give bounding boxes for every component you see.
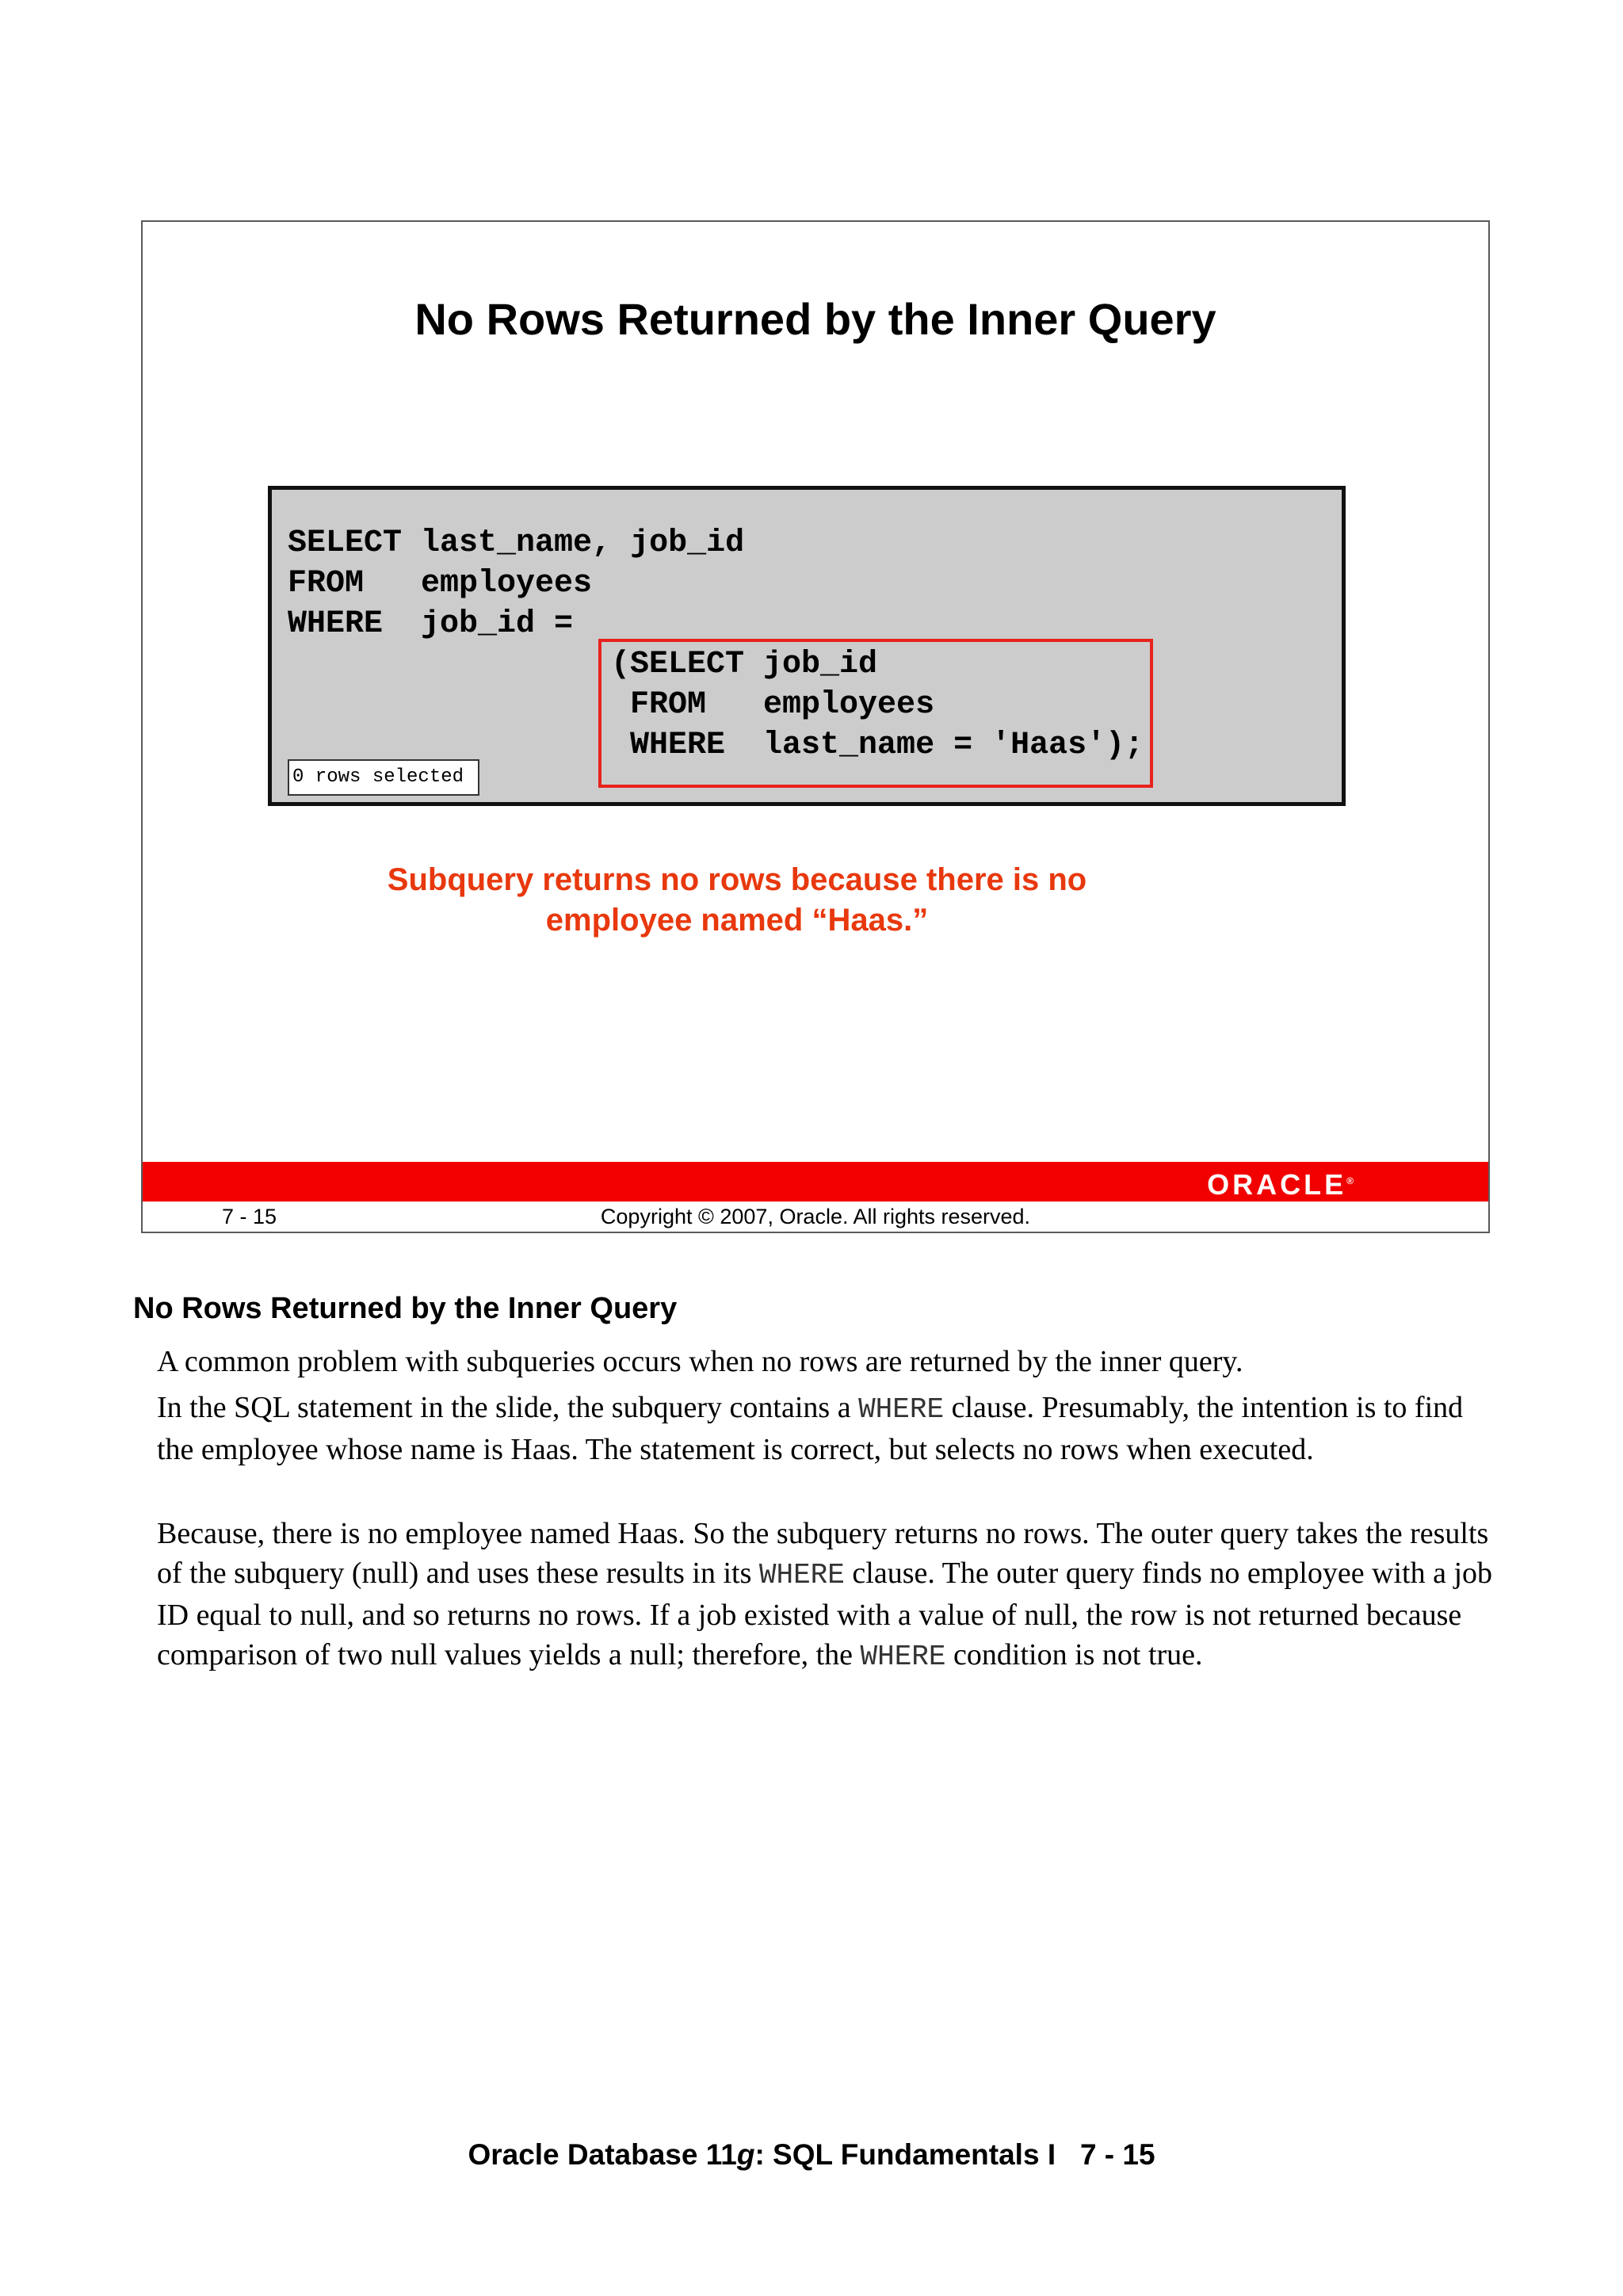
subquery-highlight	[598, 639, 1153, 788]
code-line: SELECT last_name, job_id	[288, 525, 745, 561]
inline-code: WHERE	[758, 1559, 845, 1591]
code-line: WHERE last_name = 'Haas');	[611, 728, 1144, 763]
result-label: 0 rows selected	[288, 759, 479, 796]
code-line: WHERE job_id =	[288, 606, 574, 642]
page-footer: Oracle Database 11g: SQL Fundamentals I 7 - 15	[468, 2138, 1155, 2171]
sql-code-box	[268, 486, 1346, 806]
footer-band	[143, 1162, 1488, 1201]
inline-code: WHERE	[858, 1393, 945, 1426]
callout-text	[341, 860, 1133, 941]
oracle-logo: ORACLE®	[1207, 1168, 1354, 1201]
slide-footer	[143, 1201, 1488, 1233]
copyright-notice: Copyright © 2007, Oracle. All rights reserved.	[600, 1205, 1031, 1228]
callout-line-1: Subquery returns no rows because there is no	[387, 862, 1087, 897]
code-line: FROM employees	[288, 566, 593, 602]
slide	[141, 220, 1490, 1233]
code-line: (SELECT job_id	[611, 647, 878, 682]
callout-line-2: employee named “Haas.”	[545, 903, 929, 938]
inline-code: WHERE	[860, 1641, 946, 1673]
slide-title: No Rows Returned by the Inner Query	[414, 294, 1216, 344]
slide-number: 7 - 15	[222, 1205, 277, 1228]
notes-paragraph-2: In the SQL statement in the slide, the subquery contains a WHERE clause. Presumably, the intention is to find the employee whose name is Haas. The statement is correct, but selects no rows when executed.	[157, 1391, 1464, 1466]
notes-heading: No Rows Returned by the Inner Query	[133, 1292, 678, 1325]
notes-paragraph-3: Because, there is no employee named Haas. So the subquery returns no rows. The outer query takes the results of the subquery (null) and uses these results in its WHERE clause. The outer query finds no employee with a job ID equal to null, and so returns no rows. If a job existed with a value of null, the row is not returned because comparison of two null values yields a null; therefore, the WHERE condition is not true.	[157, 1517, 1493, 1673]
notes-paragraph-1: A common problem with subqueries occurs when no rows are returned by the inner query.	[157, 1345, 1243, 1378]
code-line: FROM employees	[611, 687, 935, 723]
